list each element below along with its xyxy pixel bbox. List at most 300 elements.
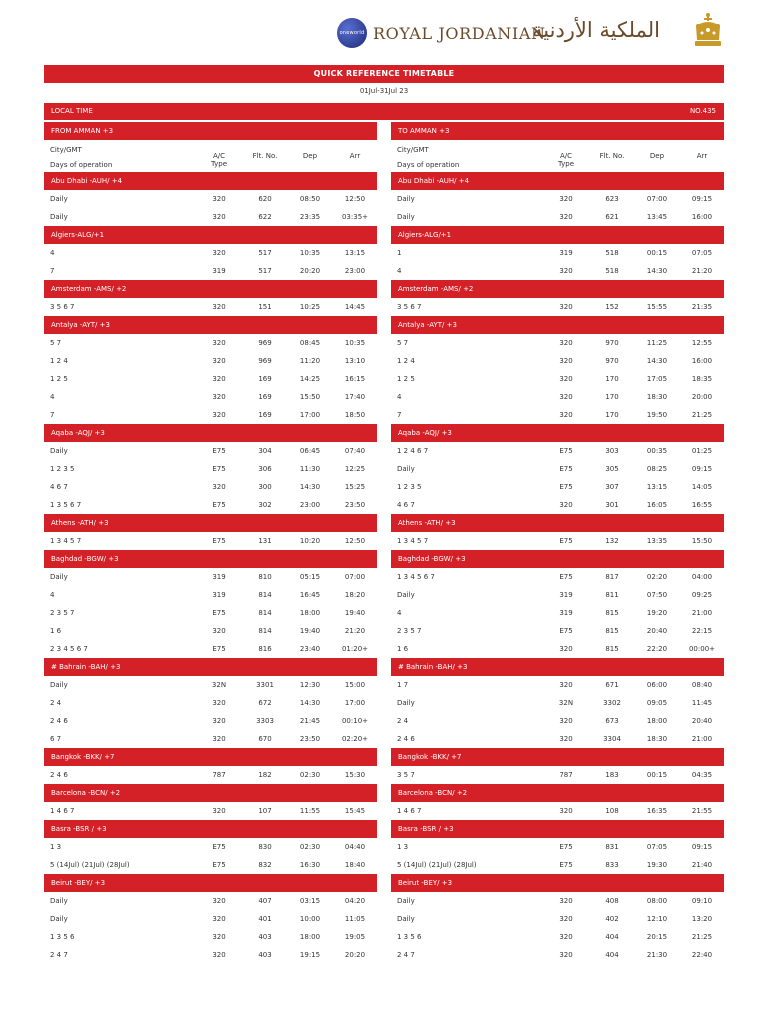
- flight-number: 830: [258, 843, 272, 851]
- flight-row: [44, 244, 377, 262]
- days-of-operation: 4: [50, 249, 55, 257]
- route-section: [44, 424, 377, 514]
- departure-time: 19:30: [646, 861, 668, 869]
- aircraft-type: 320: [559, 645, 573, 653]
- aircraft-type: 320: [212, 483, 226, 491]
- header-flight-no: Flt. No.: [599, 152, 625, 160]
- days-of-operation: Daily: [397, 699, 415, 707]
- days-of-operation: 4: [397, 267, 402, 275]
- aircraft-type: E75: [559, 573, 573, 581]
- flight-row: [44, 370, 377, 388]
- days-of-operation: Daily: [397, 465, 415, 473]
- header-ac-type: A/C Type: [557, 152, 575, 168]
- departure-time: 18:30: [646, 393, 668, 401]
- flight-row: [44, 586, 377, 604]
- flight-number: 814: [258, 609, 272, 617]
- arrival-time: 04:35: [691, 771, 713, 779]
- days-of-operation: Daily: [50, 213, 68, 221]
- flight-row: [44, 604, 377, 622]
- departure-time: 05:15: [299, 573, 321, 581]
- flight-row: [44, 568, 377, 586]
- arrival-time: 16:00: [691, 357, 713, 365]
- departure-time: 11:55: [299, 807, 321, 815]
- flight-number: 815: [605, 627, 619, 635]
- route-section: [44, 748, 377, 784]
- route-section: [44, 784, 377, 820]
- arrival-time: 17:40: [344, 393, 366, 401]
- arrival-time: 09:15: [691, 195, 713, 203]
- city-header-bar: Aqaba -AQJ/ +3: [44, 424, 377, 442]
- arrival-time: 15:00: [344, 681, 366, 689]
- departure-time: 22:20: [646, 645, 668, 653]
- departure-time: 02:30: [299, 771, 321, 779]
- departure-time: 23:40: [299, 645, 321, 653]
- flight-row: [391, 640, 724, 658]
- arrival-time: 21:20: [344, 627, 366, 635]
- flight-number: 407: [258, 897, 272, 905]
- arrival-time: 18:20: [344, 591, 366, 599]
- flight-number: 623: [605, 195, 619, 203]
- flight-number: 3302: [603, 699, 621, 707]
- arrival-time: 13:20: [691, 915, 713, 923]
- days-of-operation: 1 3 5 6: [50, 933, 75, 941]
- days-of-operation: 1 3: [50, 843, 62, 851]
- departure-time: 00:35: [646, 447, 668, 455]
- days-of-operation: 4: [397, 609, 402, 617]
- route-section: [391, 748, 724, 784]
- route-section: [44, 316, 377, 424]
- flight-row: [391, 262, 724, 280]
- flight-number: 517: [258, 249, 272, 257]
- aircraft-type: 320: [559, 717, 573, 725]
- days-of-operation: 5 7: [397, 339, 409, 347]
- arrival-time: 21:40: [691, 861, 713, 869]
- flight-row: [391, 244, 724, 262]
- arrival-time: 11:45: [691, 699, 713, 707]
- arrival-time: 21:55: [691, 807, 713, 815]
- flight-row: [391, 694, 724, 712]
- departure-time: 20:40: [646, 627, 668, 635]
- days-of-operation: 7: [50, 411, 55, 419]
- flight-number: 970: [605, 357, 619, 365]
- flight-number: 132: [605, 537, 619, 545]
- flight-number: 408: [605, 897, 619, 905]
- city-header-bar: # Bahrain -BAH/ +3: [44, 658, 377, 676]
- departure-time: 23:00: [299, 501, 321, 509]
- city-header-bar: Athens -ATH/ +3: [391, 514, 724, 532]
- flight-number: 833: [605, 861, 619, 869]
- flight-row: [44, 334, 377, 352]
- aircraft-type: 319: [212, 267, 226, 275]
- flight-number: 183: [605, 771, 619, 779]
- arrival-time: 04:20: [344, 897, 366, 905]
- arrival-time: 20:20: [344, 951, 366, 959]
- flight-number: 672: [258, 699, 272, 707]
- aircraft-type: 320: [212, 699, 226, 707]
- departure-time: 18:00: [299, 933, 321, 941]
- route-section: [391, 874, 724, 964]
- flight-row: [44, 838, 377, 856]
- arrival-time: 08:40: [691, 681, 713, 689]
- departure-time: 19:50: [646, 411, 668, 419]
- arrival-time: 22:40: [691, 951, 713, 959]
- aircraft-type: 320: [559, 339, 573, 347]
- aircraft-type: E75: [559, 537, 573, 545]
- arrival-time: 20:40: [691, 717, 713, 725]
- arrival-time: 18:40: [344, 861, 366, 869]
- days-of-operation: 1 6: [397, 645, 409, 653]
- aircraft-type: 320: [559, 915, 573, 923]
- column-headers: [44, 140, 377, 172]
- days-of-operation: 1 3 5 6: [397, 933, 422, 941]
- route-section: [44, 172, 377, 226]
- flight-number: 811: [605, 591, 619, 599]
- date-range: 01Jul-31Jul 23: [359, 87, 409, 95]
- flight-row: [44, 460, 377, 478]
- arrival-time: 14:45: [344, 303, 366, 311]
- departure-time: 15:50: [299, 393, 321, 401]
- aircraft-type: 320: [559, 393, 573, 401]
- departure-time: 20:15: [646, 933, 668, 941]
- city-header-bar: Aqaba -AQJ/ +3: [391, 424, 724, 442]
- arrival-time: 01:20+: [341, 645, 369, 653]
- days-of-operation: 2 4: [50, 699, 62, 707]
- flight-number: 3301: [256, 681, 274, 689]
- days-of-operation: 1 6: [50, 627, 62, 635]
- flight-row: [391, 352, 724, 370]
- arrival-time: 16:15: [344, 375, 366, 383]
- departure-time: 06:00: [646, 681, 668, 689]
- days-of-operation: 4: [50, 591, 55, 599]
- aircraft-type: 32N: [211, 681, 227, 689]
- arrival-time: 21:25: [691, 933, 713, 941]
- flight-row: [391, 406, 724, 424]
- aircraft-type: 319: [559, 249, 573, 257]
- departure-time: 21:45: [299, 717, 321, 725]
- route-section: [44, 550, 377, 658]
- flight-number: 814: [258, 591, 272, 599]
- header-days-of-operation: Days of operation: [397, 161, 460, 169]
- arrival-time: 17:00: [344, 699, 366, 707]
- arrival-time: 18:35: [691, 375, 713, 383]
- days-of-operation: Daily: [50, 573, 68, 581]
- departure-time: 11:20: [299, 357, 321, 365]
- departure-time: 14:30: [299, 483, 321, 491]
- arrival-time: 09:10: [691, 897, 713, 905]
- city-header-bar: Barcelona -BCN/ +2: [391, 784, 724, 802]
- aircraft-type: 320: [212, 249, 226, 257]
- aircraft-type: 320: [559, 303, 573, 311]
- aircraft-type: 320: [212, 735, 226, 743]
- aircraft-type: 320: [559, 195, 573, 203]
- aircraft-type: E75: [212, 645, 226, 653]
- days-of-operation: 2 4 7: [50, 951, 68, 959]
- arrival-time: 19:40: [344, 609, 366, 617]
- departure-time: 17:00: [299, 411, 321, 419]
- flight-row: [44, 208, 377, 226]
- days-of-operation: 4: [397, 393, 402, 401]
- departure-time: 02:30: [299, 843, 321, 851]
- departure-time: 18:00: [646, 717, 668, 725]
- arrival-time: 21:00: [691, 735, 713, 743]
- aircraft-type: 320: [212, 375, 226, 383]
- days-of-operation: 2 4 7: [397, 951, 415, 959]
- route-section: [44, 226, 377, 280]
- route-section: [391, 226, 724, 280]
- flight-row: [44, 676, 377, 694]
- flight-row: [44, 190, 377, 208]
- arrival-time: 15:25: [344, 483, 366, 491]
- header-dep: Dep: [302, 152, 318, 160]
- flight-row: [391, 532, 724, 550]
- days-of-operation: 3 5 7: [397, 771, 415, 779]
- flight-number: 403: [258, 933, 272, 941]
- flight-number: 810: [258, 573, 272, 581]
- header-arr: Arr: [696, 152, 708, 160]
- route-section: [44, 658, 377, 748]
- direction-bar: TO AMMAN +3: [391, 122, 724, 140]
- days-of-operation: Daily: [397, 591, 415, 599]
- departure-time: 19:20: [646, 609, 668, 617]
- departure-time: 08:50: [299, 195, 321, 203]
- flight-number: 170: [605, 375, 619, 383]
- days-of-operation: 1 3 5 6 7: [50, 501, 82, 509]
- departure-time: 08:45: [299, 339, 321, 347]
- departure-time: 03:15: [299, 897, 321, 905]
- city-header-bar: Amsterdam -AMS/ +2: [44, 280, 377, 298]
- aircraft-type: 32N: [558, 699, 574, 707]
- aircraft-type: 320: [559, 951, 573, 959]
- flight-row: [391, 298, 724, 316]
- aircraft-type: 320: [559, 735, 573, 743]
- arrival-time: 00:00+: [688, 645, 716, 653]
- flight-number: 302: [258, 501, 272, 509]
- direction-bar: FROM AMMAN +3: [44, 122, 377, 140]
- flight-row: [44, 766, 377, 784]
- aircraft-type: E75: [559, 465, 573, 473]
- aircraft-type: 320: [559, 933, 573, 941]
- days-of-operation: 3 5 6 7: [397, 303, 422, 311]
- flight-row: [391, 388, 724, 406]
- brand-name-arabic: الملكية الأردنية: [532, 18, 660, 42]
- flight-number: 404: [605, 933, 619, 941]
- arrival-time: 09:15: [691, 843, 713, 851]
- flight-number: 815: [605, 609, 619, 617]
- days-of-operation: 7: [50, 267, 55, 275]
- aircraft-type: E75: [212, 465, 226, 473]
- flight-number: 3304: [603, 735, 621, 743]
- flight-number: 671: [605, 681, 619, 689]
- departure-time: 10:35: [299, 249, 321, 257]
- timetable-title: QUICK REFERENCE TIMETABLE: [44, 65, 724, 83]
- aircraft-type: 320: [212, 303, 226, 311]
- departure-time: 10:00: [299, 915, 321, 923]
- departure-time: 19:15: [299, 951, 321, 959]
- flight-row: [391, 676, 724, 694]
- flight-row: [391, 586, 724, 604]
- aircraft-type: 320: [212, 393, 226, 401]
- city-header-bar: Athens -ATH/ +3: [44, 514, 377, 532]
- departure-time: 14:30: [646, 267, 668, 275]
- arrival-time: 12:50: [344, 195, 366, 203]
- flight-number: 815: [605, 645, 619, 653]
- city-header-bar: Abu Dhabi -AUH/ +4: [391, 172, 724, 190]
- departure-time: 14:30: [299, 699, 321, 707]
- departure-time: 07:00: [646, 195, 668, 203]
- aircraft-type: 320: [212, 915, 226, 923]
- flight-number: 151: [258, 303, 272, 311]
- arrival-time: 19:05: [344, 933, 366, 941]
- arrival-time: 07:00: [344, 573, 366, 581]
- flight-number: 969: [258, 357, 272, 365]
- flight-row: [44, 532, 377, 550]
- aircraft-type: 787: [212, 771, 226, 779]
- aircraft-type: E75: [559, 447, 573, 455]
- aircraft-type: 319: [212, 573, 226, 581]
- flight-number: 107: [258, 807, 272, 815]
- arrival-time: 09:25: [691, 591, 713, 599]
- city-header-bar: Algiers-ALG/+1: [391, 226, 724, 244]
- arrival-time: 02:20+: [341, 735, 369, 743]
- route-section: [391, 316, 724, 424]
- from-amman-column: [44, 120, 377, 964]
- flight-row: [391, 730, 724, 748]
- days-of-operation: 1 2 5: [50, 375, 68, 383]
- days-of-operation: 2 4 6: [50, 717, 68, 725]
- flight-number: 622: [258, 213, 272, 221]
- days-of-operation: Daily: [397, 195, 415, 203]
- aircraft-type: 320: [559, 375, 573, 383]
- flight-number: 517: [258, 267, 272, 275]
- city-header-bar: Beirut -BEY/ +3: [44, 874, 377, 892]
- crown-logo-icon: [692, 12, 724, 52]
- city-header-bar: Antalya -AYT/ +3: [391, 316, 724, 334]
- brand-name: ROYAL JORDANIAN: [373, 24, 546, 43]
- days-of-operation: Daily: [50, 897, 68, 905]
- days-of-operation: Daily: [397, 915, 415, 923]
- flight-row: [391, 370, 724, 388]
- aircraft-type: E75: [559, 483, 573, 491]
- header-flight-no: Flt. No.: [252, 152, 278, 160]
- days-of-operation: 3 5 6 7: [50, 303, 75, 311]
- departure-time: 13:45: [646, 213, 668, 221]
- route-section: [44, 514, 377, 550]
- flight-row: [44, 496, 377, 514]
- aircraft-type: E75: [212, 501, 226, 509]
- departure-time: 23:50: [299, 735, 321, 743]
- aircraft-type: 320: [212, 213, 226, 221]
- header-ac-type: A/C Type: [210, 152, 228, 168]
- flight-number: 131: [258, 537, 272, 545]
- route-section: [391, 280, 724, 316]
- route-section: [391, 820, 724, 874]
- days-of-operation: Daily: [50, 681, 68, 689]
- flight-number: 621: [605, 213, 619, 221]
- flight-number: 620: [258, 195, 272, 203]
- flight-row: [44, 640, 377, 658]
- flight-row: [44, 856, 377, 874]
- departure-time: 23:35: [299, 213, 321, 221]
- flight-row: [44, 730, 377, 748]
- arrival-time: 13:10: [344, 357, 366, 365]
- aircraft-type: 320: [212, 951, 226, 959]
- arrival-time: 01:25: [691, 447, 713, 455]
- flight-row: [391, 910, 724, 928]
- flight-number: 307: [605, 483, 619, 491]
- flight-number: 404: [605, 951, 619, 959]
- flight-row: [391, 478, 724, 496]
- days-of-operation: 1 3 4 5 7: [397, 537, 429, 545]
- route-section: [391, 658, 724, 748]
- departure-time: 12:10: [646, 915, 668, 923]
- aircraft-type: E75: [212, 861, 226, 869]
- flight-number: 108: [605, 807, 619, 815]
- departure-time: 09:05: [646, 699, 668, 707]
- departure-time: 00:15: [646, 249, 668, 257]
- departure-time: 16:05: [646, 501, 668, 509]
- aircraft-type: 319: [212, 591, 226, 599]
- aircraft-type: 320: [559, 267, 573, 275]
- flight-row: [44, 442, 377, 460]
- local-time-label: LOCAL TIME: [51, 107, 93, 115]
- days-of-operation: 4 6 7: [397, 501, 415, 509]
- flight-row: [44, 622, 377, 640]
- flight-number: 169: [258, 411, 272, 419]
- flight-row: [44, 802, 377, 820]
- arrival-time: 21:35: [691, 303, 713, 311]
- departure-time: 20:20: [299, 267, 321, 275]
- arrival-time: 20:00: [691, 393, 713, 401]
- departure-time: 18:30: [646, 735, 668, 743]
- days-of-operation: 5 (14Jul) (21Jul) (28Jul): [397, 861, 477, 869]
- arrival-time: 15:30: [344, 771, 366, 779]
- days-of-operation: 2 4: [397, 717, 409, 725]
- flight-number: 182: [258, 771, 272, 779]
- flight-row: [391, 190, 724, 208]
- route-section: [391, 784, 724, 820]
- route-section: [44, 820, 377, 874]
- days-of-operation: 1 2 3 5: [397, 483, 422, 491]
- arrival-time: 15:45: [344, 807, 366, 815]
- aircraft-type: 320: [559, 213, 573, 221]
- flight-number: 673: [605, 717, 619, 725]
- flight-number: 518: [605, 249, 619, 257]
- flight-row: [44, 262, 377, 280]
- departure-time: 00:15: [646, 771, 668, 779]
- days-of-operation: 5 7: [50, 339, 62, 347]
- flight-number: 814: [258, 627, 272, 635]
- days-of-operation: 1: [397, 249, 402, 257]
- route-section: [391, 514, 724, 550]
- arrival-time: 07:05: [691, 249, 713, 257]
- flight-number: 301: [605, 501, 619, 509]
- flight-row: [44, 910, 377, 928]
- flight-row: [391, 334, 724, 352]
- city-header-bar: Basra -BSR / +3: [44, 820, 377, 838]
- header-city-days: [397, 143, 459, 173]
- flight-row: [391, 496, 724, 514]
- days-of-operation: 4 6 7: [50, 483, 68, 491]
- city-header-bar: Basra -BSR / +3: [391, 820, 724, 838]
- oneworld-logo: oneworld: [337, 18, 367, 48]
- arrival-time: 21:00: [691, 609, 713, 617]
- arrival-time: 04:00: [691, 573, 713, 581]
- aircraft-type: E75: [559, 843, 573, 851]
- aircraft-type: 320: [212, 933, 226, 941]
- aircraft-type: 320: [559, 681, 573, 689]
- aircraft-type: 319: [559, 609, 573, 617]
- departure-time: 14:25: [299, 375, 321, 383]
